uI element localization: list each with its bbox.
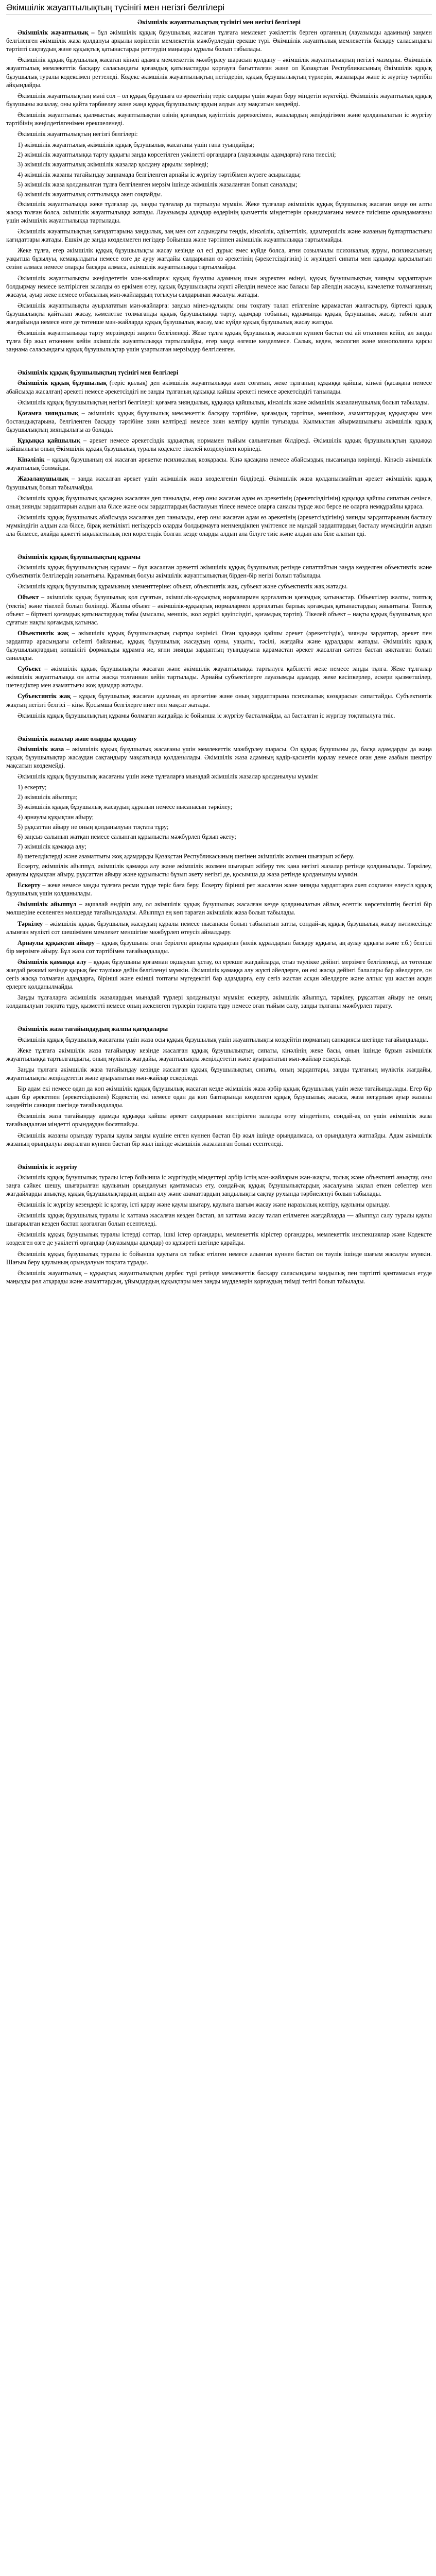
term-lead: Құқыққа қайшылық bbox=[18, 437, 80, 445]
paragraph bbox=[6, 772, 432, 781]
paragraph-text: Бір адам екі немесе одан да көп әкімшілік құқық бұзушылық жасаған кезде әкімшілік жаза әрбір құқық бұзушылық үшін жеке тағайындалады. Егер бір адам бір әрекетпен (әрекетсіздікпен) Кодекстің екі немесе одан да көп баптарында көзделген құқық бұзушылық жасаса, жаза неғұрлым ауыр жазаны көздейтін санкция шегінде тағайындалады. bbox=[6, 1085, 432, 1109]
paragraph-text: Әкімшілік құқық бұзушылық туралы істерді соттар, ішкі істер органдары, мемлекеттік кірістер органдары, мемлекеттік инспекциялар және Кодексте көзделген өзге де уәкілетті органдар (лауазымды адамдар) өз құзыреті шегінде қарайды. bbox=[6, 1231, 432, 1247]
list-item bbox=[6, 783, 432, 791]
section-divider bbox=[6, 1150, 432, 1160]
paragraph-text: – әкімшілік құқық бұзушылықты жасаған және әкімшілік жауаптылыққа тартылуға қабілетті жеке немесе заңды тұлға. Жеке тұлғалар әкімшілік жауаптылыққа он алты жасқа толғаннан кейін тартылады. Арнайы субъектілерге лауазымды адамдар, жеке кәсіпкерлер, әскери қызметшілер, шетелдіктер мен азаматтығы жоқ адамдар жатады. bbox=[6, 665, 432, 689]
paragraph bbox=[6, 862, 432, 878]
paragraph bbox=[6, 1211, 432, 1228]
term-lead: Әкімшілік қамаққа алу bbox=[18, 958, 86, 965]
paragraph-text: Әкімшілік жазаны орындау туралы қаулы заңды күшіне енген күннен бастап бір жыл ішінде орындалмаса, ол орындалуға жатпайды. Адам әкімшілік жазаның орындалуы аяқталған күннен бастап бір жыл ішінде әкімшілік жазаланған болып есептеледі. bbox=[6, 1131, 432, 1147]
paragraph-text: 5) әкімшілік жаза қолданылған тұлға белгіленген мерзім ішінде әкімшілік жазаланған болып саналады; bbox=[18, 180, 298, 188]
section-heading: Әкімшілік жазалар және оларды қолдану bbox=[18, 735, 137, 742]
paragraph-text: 2) әкімшілік жауаптылыққа тарту құқығы заңда көрсетілген уәкілетті органдарға (лауазымды адамдарға) ғана тиесілі; bbox=[18, 151, 336, 159]
paragraph-text: (теріс қылық) деп әкімшілік жауаптылыққа әкеп соғатын, жеке тұлғаның құқыққа қайшы, кінәлі (қасақана немесе абайсызда жасалған) әрекеті немесе әрекетсіздігі не заңды тұлғаның құқыққа қайшы әрекеті немесе әрекетсіздігі танылады. bbox=[6, 379, 432, 395]
list-item bbox=[6, 180, 432, 189]
paragraph-text: – заңда жасалған әрекет үшін әкімшілік жаза көзделгенін білдіреді. Әкімшілік жаза қолданылмайтын әрекет әкімшілік құқық бұзушылық болып табылмайды. bbox=[6, 475, 432, 491]
list-item bbox=[6, 833, 432, 841]
paragraph-text: Әкімшілік құқық бұзушылық жасағаны үшін жеке тұлғаларға мынадай әкімшілік жазалар қолданылуы мүмкін: bbox=[18, 773, 319, 781]
paragraph bbox=[6, 711, 432, 720]
paragraph bbox=[6, 582, 432, 590]
paragraph-text: Әкімшілік құқық бұзушылық туралы іс хаттама жасалған кезден бастап, ал хаттама жасау талап етілмеген жағдайларда — айыппұл салу туралы қаулы шығарылған кезден бастап қозғалған болып есептеледі. bbox=[6, 1212, 432, 1228]
paragraph-text: – әкімшілік құқық бұзушылық жасаудың құралы немесе нысанасы болып табылатын затты, сондай-ақ құқық бұзушылық жасау нәтижесінде алынған мүлікті сот шешімімен мемлекет меншігіне мәжбүрлеп өтеусіз айналдыру. bbox=[6, 920, 432, 936]
list-item bbox=[6, 842, 432, 851]
paragraph-text: Әкімшілік құқық бұзушылық туралы іс бойынша қаулыға ол табыс етілген немесе алынған күннен бастап он тәулік ішінде шағым жасалуы мүмкін. Шағым беру қаулының орындалуын тоқтата тұрады. bbox=[6, 1250, 432, 1266]
paragraph-text: Жеке тұлға, егер әкімшілік құқық бұзушылықты жасау кезінде ол есі дұрыс емес күйде болса, яғни созылмалы психикалық ауруы, психикасының уақытша бұзылуы, кемақылдығы немесе өзге де ауру жағдайы салдарынан өз әрекетінің (әрекетсіздігінің) іс жүзіндегі сипаты мен құқыққа қарсылығын сезіне алмаса немесе оларды басқара алмаса, әкімшілік жауаптылыққа тартылмайды. bbox=[6, 247, 432, 271]
paragraph bbox=[6, 939, 432, 955]
paragraph-text: 3) әкімшілік құқық бұзушылық жасаудың құралын немесе нысанасын тәркілеу; bbox=[18, 803, 233, 811]
paragraph bbox=[6, 436, 432, 453]
paragraph-text: Әкімшілік құқық бұзушылық жасағаны үшін жаза осы құқық бұзушылық үшін жауаптылықты көздейтін норманың санкциясы шегінде тағайындалады. bbox=[18, 1036, 429, 1043]
paragraph bbox=[6, 200, 432, 225]
paragraph-text: – әкімшілік құқық бұзушылық қол сұғатын, әкімшілік-құқықтық нормалармен қорғалатын қоғамдық қатынастар. Объектілер жалпы, топтық (тектік) және тікелей болып бөлінеді. Жалпы объект – әкімшілік-құқықтық нормалармен қорғалатын барлық қоғамдық қатынастардың жиынтығы. Топтық объект – біртекті қоғамдық қатынастардың тобы (мысалы, меншік, жол жүрісі қауіпсіздігі, қоғамдық тәртіп). Тікелей объект – нақты құқық бұзушылық қол сұғатын нақты қоғамдық қатынас. bbox=[6, 594, 432, 626]
section-divider bbox=[6, 356, 432, 365]
paragraph-text: – әкімшілік құқық бұзушылықтың сыртқы көрінісі. Оған құқыққа қайшы әрекет (әрекетсіздік), зиянды зардаптар, әрекет пен зардаптар арасындағы себепті байланыс, құқық бұзушылық жасаудың орны, уақыты, тәсілі, жағдайы және құралдары жатады. Әкімшілік құқық бұзушылықтардың көпшілігі формальды құрамға ие, яғни зиянды зардаптың туындауына қарамастан әрекет жасалған сәттен бастап аяқталған болып саналады. bbox=[6, 629, 432, 662]
paragraph-text: 1) әкімшілік жауаптылық әкімшілік құқық бұзушылық жасағаны үшін ғана туындайды; bbox=[18, 141, 254, 149]
paragraph-text: Әкімшілік жауаптылықтың мәні сол – ол құқық бұзушыға өз әрекетінің теріс салдары үшін жауап беру міндетін жүктейді. Әкімшілік жауаптылық құқық бұзушыны жазалау, оны қайта тәрбиелеу және жаңа құқық бұзушылықтардың алдын алу мақсатын көздейді. bbox=[6, 92, 432, 108]
term-lead: Ескерту bbox=[18, 882, 41, 889]
term-lead: Әкімшілік жауаптылық – bbox=[18, 29, 95, 37]
list-item bbox=[6, 813, 432, 821]
paragraph-text: Әкімшілік құқық бұзушылықтың құрамы болмаған жағдайда іс бойынша іс жүргізу басталмайды, ал басталған іс жүргізу тоқтатылуға тиіс. bbox=[18, 711, 395, 719]
paragraph-text: 8) шетелдіктерді және азаматтығы жоқ адамдарды Қазақстан Республикасының шегінен әкімшілік жолмен шығарып жіберу. bbox=[18, 852, 354, 860]
document-header bbox=[6, 2, 432, 15]
term-lead: Арнаулы құқықтан айыру bbox=[18, 939, 95, 946]
term-lead: Кінәлілік bbox=[18, 456, 45, 464]
paragraph bbox=[6, 494, 432, 511]
paragraph-text: Әкімшілік жауаптылықтың қағидаттарына заңдылық, заң мен сот алдындағы теңдік, кінәлілік, әділеттілік, адамгершілік және жазаның бұлтартпастығы қағидаттары жатады. Ешкім де заңда көзделмеген негіздер бойынша және тәртіппен әкімшілік жауаптылыққа тартылмайды. bbox=[6, 228, 432, 244]
list-item bbox=[6, 160, 432, 168]
term-lead: Жазаланушылық bbox=[18, 475, 69, 483]
paragraph-text: 6) әкімшілік жауаптылық соттылыққа әкеп соқпайды. bbox=[18, 190, 163, 198]
term-lead: Әкімшілік жаза bbox=[18, 745, 64, 753]
paragraph-text: Әкімшілік құқық бұзушылық туралы істер бойынша іс жүргізудің міндеттері әрбір істің мән-жайларын жан-жақты, толық және объективті анықтау, оны заңға сәйкес шешу, шығарылған қаулының орындалуын қамтамасыз ету, сондай-ақ құқық бұзушылықтардың жасалуына ықпал еткен себептер мен жағдайларды анықтау, құқық бұзушылықтардың алдын алу және азаматтардың заңдылықты сақтау рухында тәрбиеленуі болып табылады. bbox=[6, 1173, 432, 1197]
list-item bbox=[6, 190, 432, 198]
paragraph-text: 1) ескерту; bbox=[18, 784, 47, 791]
section-divider bbox=[6, 722, 432, 732]
term-lead: Объективтік жақ bbox=[18, 629, 69, 637]
section-heading: Әкімшілік іс жүргізу bbox=[18, 1163, 77, 1171]
paragraph bbox=[6, 246, 432, 271]
term-lead: Қоғамға зияндылық bbox=[18, 409, 79, 417]
paragraph bbox=[6, 1065, 432, 1082]
term-lead: Объект bbox=[18, 594, 39, 601]
paragraph bbox=[6, 409, 432, 434]
paragraph-text: – жеке немесе заңды тұлғаға ресми түрде теріс баға беру. Ескерту бірінші рет жасалған және зиянды зардаптарға әкеп соқпаған елеусіз құқық бұзушылық үшін қолданылады. bbox=[6, 882, 432, 897]
paragraph bbox=[6, 1131, 432, 1148]
paragraph bbox=[6, 745, 432, 770]
paragraph-text: Әкімшілік іс жүргізу кезеңдері: іс қозғау, істі қарау және қаулы шығару, қаулыға шағым жасау және наразылық келтіру, қаулыны орындау. bbox=[18, 1201, 390, 1209]
paragraph bbox=[6, 130, 432, 138]
list-item bbox=[6, 852, 432, 860]
list-item bbox=[6, 803, 432, 811]
paragraph bbox=[6, 958, 432, 991]
section-heading: Әкімшілік құқық бұзушылықтың түсінігі мен белгілері bbox=[18, 369, 179, 377]
list-item bbox=[6, 150, 432, 159]
document-title: Әкімшілік жауаптылықтың түсінігі мен негізгі белгілері bbox=[6, 3, 225, 12]
list-item bbox=[6, 793, 432, 801]
paragraph bbox=[6, 455, 432, 472]
paragraph bbox=[6, 1084, 432, 1109]
paragraph-text: 6) заңсыз салынып жатқан немесе салынған құрылысты мәжбүрлеп бұзып әкету; bbox=[18, 833, 236, 840]
section-heading: Әкімшілік құқық бұзушылықтың құрамы bbox=[18, 553, 141, 561]
paragraph bbox=[6, 111, 432, 127]
term-lead: Тәркілеу bbox=[18, 920, 43, 927]
paragraph-text: – әкімшілік құқық бұзушылық жасағаны үшін мемлекеттік мәжбүрлеу шарасы. Ол құқық бұзушыны да, басқа адамдарды да жаңа құқық бұзушылықтар жасаудан сақтандыру мақсатында қолданылады. Әкімшілік жаза адамның қадір-қасиетін қорлау немесе оған дене азабын шектіру мақсатын көздемейді. bbox=[6, 745, 432, 770]
paragraph bbox=[6, 1173, 432, 1198]
term-lead: Әкімшілік құқық бұзушылық bbox=[18, 379, 107, 387]
term-lead: Субъект bbox=[18, 665, 42, 673]
paragraph bbox=[6, 629, 432, 662]
paragraph-text: Әкімшілік құқық бұзушылықтың құрамы – бұл жасалған әрекетті әкімшілік құқық бұзушылық ретінде сипаттайтын заңда көзделген объективтік және субъективтік белгілердің жиынтығы. Құрамның болуы әкімшілік жауаптылықтың бірден-бір негізі болып табылады. bbox=[6, 564, 432, 580]
paragraph-text: Әкімшілік жауаптылықтың негізгі белгілері: bbox=[18, 130, 138, 138]
paragraph-text: Заңды тұлғаға әкімшілік жаза тағайындау кезінде жасалған құқық бұзушылықтың сипаты, оның зардаптары, заңды тұлғаның мүліктік жағдайы, жауаптылықты жеңілдететін және ауырлататын мән-жайлар ескеріледі. bbox=[6, 1065, 432, 1081]
paragraph-text: 7) әкімшілік қамаққа алу; bbox=[18, 842, 86, 850]
paragraph bbox=[6, 593, 432, 626]
paragraph bbox=[6, 665, 432, 689]
paragraph bbox=[6, 1036, 432, 1044]
paragraph-text: 4) арнаулы құқықтан айыру; bbox=[18, 813, 94, 821]
paragraph-text: Ескерту, әкімшілік айыппұл, әкімшілік қамаққа алу және әкімшілік жолмен шығарып жіберу тек қана негізгі жазалар ретінде қолданылады. Тәркілеу, арнаулы құқықтан айыру, рұқсаттан айыру және құрылысты бұзып әкету негізгі де, қосымша да жаза ретінде қолданылуы мүмкін. bbox=[6, 862, 432, 878]
paragraph bbox=[6, 28, 432, 53]
paragraph bbox=[6, 274, 432, 299]
paragraph-text: Әкімшілік құқық бұзушылықтың негізгі белгілері: қоғамға зияндылық, құқыққа қайшылық, кінәлілік және әкімшілік жазаланушылық болып табылады. bbox=[18, 398, 429, 406]
paragraph-text: – құқық бұзушыны оған берілген арнаулы құқықтан (көлік құралдарын басқару құқығы, аң аулау құқығы және т.б.) белгілі бір мерзімге айыру. Бұл жаза сот тәртібімен тағайындалады. bbox=[6, 939, 432, 955]
section-divider bbox=[6, 540, 432, 550]
paragraph bbox=[6, 227, 432, 244]
paragraph-text: Әкімшілік жауаптылық – құқықтық жауаптылықтың дербес түрі ретінде мемлекеттік басқару саласындағы заңдылық пен тәртіпті қамтамасыз етуде маңызды рөл атқарады және азаматтардың, ұйымдардың құқықтары мен заңды мүдделерін қорғаудың тиімді тетігі болып табылады. bbox=[6, 1269, 432, 1285]
list-item bbox=[6, 823, 432, 831]
paragraph-text: 2) әкімшілік айыппұл; bbox=[18, 793, 78, 801]
paragraph bbox=[6, 900, 432, 917]
paragraph-text: Әкімшілік жауаптылыққа тарту мерзімдері заңмен белгіленеді. Жеке тұлға құқық бұзушылық жасалған күннен бастап екі ай өткеннен кейін, ал заңды тұлға бір жыл өткеннен кейін әкімшілік жауаптылыққа тартылмайды, егер заңда өзгеше көзделмесе. Салық, кеден, экология және монополияға қарсы заңнама саласындағы құқық бұзушылықтар үшін ұзартылған мерзімдер белгіленген. bbox=[6, 329, 432, 353]
paragraph-text: Әкімшілік жауаптылықты жеңілдететін мән-жайларға: құқық бұзушы адамның шын жүректен өкінуі, құқық бұзушылықтың зиянды зардаптарын болдырмау немесе келтірілген залалды өз еркімен өтеу, құқық бұзушылықты жүкті әйелдің немесе жас баласы бар әйелдің жасауы, кәмелетке толмағанның жасауы, ауыр жеке немесе отбасылық мән-жайлардың тоғысуы салдарынан жасалуы жатады. bbox=[6, 274, 432, 298]
paragraph-text: Әкімшілік жауаптылық қылмыстық жауаптылықтан өзінің қоғамдық қауіптілік дәрежесімен, жазалардың жеңілдігімен және қолданылатын іс жүргізу тәртібінің жеңілдетілгенімен ерекшеленеді. bbox=[6, 111, 432, 127]
paragraph bbox=[6, 56, 432, 89]
document-body bbox=[6, 18, 432, 1285]
section-heading: Әкімшілік жаза тағайындаудың жалпы қағидалары bbox=[18, 1025, 168, 1033]
list-item bbox=[6, 141, 432, 149]
paragraph bbox=[6, 398, 432, 406]
paragraph bbox=[6, 993, 432, 1010]
paragraph-text: – ақшалай өндіріп алу, ол әкімшілік құқық бұзушылық жасалған кезде қолданылатын айлық есептік көрсеткіштің белгілі бір мөлшеріне еселенген мөлшерде тағайындалады. Айыппұл ең көп тараған әкімшілік жаза болып табылады. bbox=[6, 901, 432, 917]
section-heading: Әкімшілік жауаптылықтың түсінігі мен негізгі белгілері bbox=[137, 19, 301, 26]
paragraph bbox=[6, 1046, 432, 1063]
paragraph bbox=[6, 513, 432, 538]
paragraph-text: – әрекет немесе әрекетсіздік құқықтық нормамен тыйым салынғанын білдіреді. Әкімшілік құқық бұзушылықтың құқыққа қайшылығы оның Әкімшілік құқық бұзушылық туралы кодексте тікелей көзделуінен көрінеді. bbox=[6, 437, 432, 453]
paragraph-text: Жеке тұлғаға әкімшілік жаза тағайындау кезінде жасалған құқық бұзушылықтың сипаты, кінәлінің жеке басы, оның ішінде бұрын әкімшілік жауаптылыққа тартылғандығы, оның мүліктік жағдайы, жауаптылықты жеңілдететін және ауырлататын мән-жайлар ескеріледі. bbox=[6, 1046, 432, 1062]
paragraph-text: Әкімшілік жауаптылықты ауырлататын мән-жайларға: заңсыз мінез-құлықты оны тоқтату талап етілгеніне қарамастан жалғастыру, біртекті құқық бұзушылықты қайталап жасау, кәмелетке толмағанды құқық бұзушылыққа тарту, адамдар тобының құрамында құқық бұзушылық жасау, табиғи апат жағдайында немесе өзге де төтенше мән-жайларда құқық бұзушылық жасау, мас күйде құқық бұзушылық жасау жатады. bbox=[6, 301, 432, 326]
paragraph bbox=[6, 563, 432, 580]
paragraph-text: 5) рұқсаттан айыру не оның қолданылуын тоқтата тұру; bbox=[18, 823, 169, 831]
paragraph bbox=[6, 920, 432, 936]
paragraph-text: Әкімшілік құқық бұзушылық қасақана жасалған деп танылады, егер оны жасаған адам өз әрекетінің (әрекетсіздігінің) құқыққа қайшы сипатын сезінсе, оның зиянды зардаптарын алдын ала білсе және осы зардаптардың басталуын тілесе немесе оларға саналы түрде жол берсе не оларға немқұрайлы қараса. bbox=[6, 494, 432, 510]
paragraph-text: – құқық бұзушының өзі жасаған әрекетке психикалық көзқарасы. Кінә қасақана немесе абайсыздық нысанында көрінеді. Кінәсіз әкімшілік жауаптылық болмайды. bbox=[6, 456, 432, 472]
list-item bbox=[6, 171, 432, 179]
paragraph-text: – әкімшілік құқық бұзушылық мемлекеттік басқару тәртібіне, қоғамдық тәртіпке, меншікке, азаматтардың құқықтары мен бостандықтарына, белгіленген басқару тәртібіне зиян келтіреді немесе зиян келтіру қаупін туғызады. Қылмыстан айырмашылығы әкімшілік құқық бұзушылықтың зияндылығы аз болады. bbox=[6, 409, 432, 433]
paragraph bbox=[6, 1269, 432, 1285]
paragraph-text: 3) әкімшілік жауаптылық әкімшілік жазалар қолдану арқылы көрінеді; bbox=[18, 161, 208, 168]
paragraph bbox=[6, 1250, 432, 1266]
paragraph bbox=[6, 92, 432, 108]
paragraph-text: Әкімшілік құқық бұзушылық абайсызда жасалған деп танылады, егер оны жасаған адам өз әрекетінің (әрекетсіздігінің) зиянды зардаптарының басталу мүмкіндігін алдын ала білсе, бірақ жеткілікті негіздерсіз оларды болдырмауға менмендікпен үміттенсе не мұндай зардаптардың басталу мүмкіндігін алдын ала білмесе, алайда қажетті ықыластылық пен көрегендік болған кезде оларды алдын ала білуге тиіс және алдын ала біле алатын еді. bbox=[6, 513, 432, 537]
paragraph bbox=[6, 881, 432, 897]
paragraph bbox=[6, 379, 432, 395]
paragraph bbox=[6, 1230, 432, 1247]
paragraph-text: 4) әкімшілік жазаны тағайындау заңнамада белгіленген арнайы іс жүргізу тәртібімен жүзеге асырылады; bbox=[18, 171, 301, 178]
paragraph bbox=[6, 692, 432, 708]
paragraph bbox=[6, 1112, 432, 1128]
paragraph-text: Әкімшілік құқық бұзушылық жасаған кінәлі адамға мемлекеттік мәжбүрлеу шарасын қолдану – әкімшілік жауаптылықтың негізгі мазмұны. Әкімшілік жауаптылық мемлекеттік басқару саласындағы қоғамдық қатынастарды қорғауға бағытталған және ол Қазақстан Республикасының Әкімшілік құқық бұзушылық туралы кодексімен реттеледі. Кодекс әкімшілік жауаптылықтың негіздерін, құқық бұзушылықтың түрлерін, жазаларды және іс жүргізу тәртібін айқындайды. bbox=[6, 56, 432, 89]
paragraph bbox=[6, 329, 432, 353]
term-lead: Әкімшілік айыппұл bbox=[18, 901, 77, 908]
paragraph-text: Әкімшілік жауаптылыққа жеке тұлғалар да, заңды тұлғалар да тартылуы мүмкін. Жеке тұлғалар әкімшілік құқық бұзушылық жасаған кезде он алты жасқа толған болса, әкімшілік жауаптылыққа жатады. Лауазымды адамдар өздерінің қызметтік міндеттерін орындамағаны немесе тиісінше орындамағаны үшін әкімшілік жауаптылыққа тартылады. bbox=[6, 200, 432, 224]
paragraph-text: Әкімшілік жаза тағайындау адамды құқыққа қайшы әрекет салдарынан келтірілген залалды өтеу міндетінен, сондай-ақ ол үшін әкімшілік жаза тағайындалған міндетті орындаудан босатпайды. bbox=[6, 1112, 432, 1128]
section-divider bbox=[6, 1012, 432, 1022]
paragraph-text: – құқық бұзушылық жасаған адамның өз әрекетіне және оның зардаптарына психикалық көзқарасын сипаттайды. Субъективтік жақтың негізгі белгісі – кінә. Қосымша белгілерге ниет пен мақсат жатады. bbox=[6, 692, 432, 708]
paragraph bbox=[6, 301, 432, 326]
term-lead: Субъективтік жақ bbox=[18, 692, 71, 700]
paragraph bbox=[6, 474, 432, 491]
paragraph-text: Заңды тұлғаларға әкімшілік жазалардың мынадай түрлері қолданылуы мүмкін: ескерту, әкімшілік айыппұл, тәркілеу, рұқсаттан айыру не оның қолданылуын тоқтата тұру, қызметті немесе оның жекелеген түрлерін тоқтата тұру немесе оған тыйым салу, заңды тұлғаны мәжбүрлеп тарату. bbox=[6, 994, 432, 1010]
paragraph-text: бұл әкімшілік құқық бұзушылық жасаған тұлғаға мемлекет уәкілеттік берген органның (лауазымды адамның) заңмен белгіленген әкімшілік жаза қолдануы арқылы көрінетін мемлекеттік мәжбүрлеудің ерекше түрі. Әкімшілік жауаптылық мемлекеттік басқару саласындағы тәртіпті сақтаудың және құқықтық қатынастарды реттеудің маңызды құралы болып табылады. bbox=[6, 29, 432, 53]
paragraph-text: Әкімшілік құқық бұзушылық құрамының элементтеріне: объект, объективтік жақ, субъект және субъективтік жақ жатады. bbox=[18, 583, 348, 590]
paragraph bbox=[6, 1200, 432, 1209]
paragraph-text: – құқық бұзушыны қоғамнан оқшаулап ұстау, ол ерекше жағдайларда, отыз тәулікке дейінгі мерзімге белгіленеді, ал төтенше жағдай режимі кезінде қырық бес тәулікке дейін белгіленуі мүмкін. Әкімшілік қамаққа алу жүкті әйелдерге, он екі жасқа дейінгі балалары бар әйелдерге, он сегіз жасқа толмаған адамдарға, бірінші және екінші топтағы мүгедектігі бар адамдарға, елу сегіз жастан асқан әйелдерге және алпыс үш жастан асқан ерлерге қолданылмайды. bbox=[6, 958, 432, 991]
